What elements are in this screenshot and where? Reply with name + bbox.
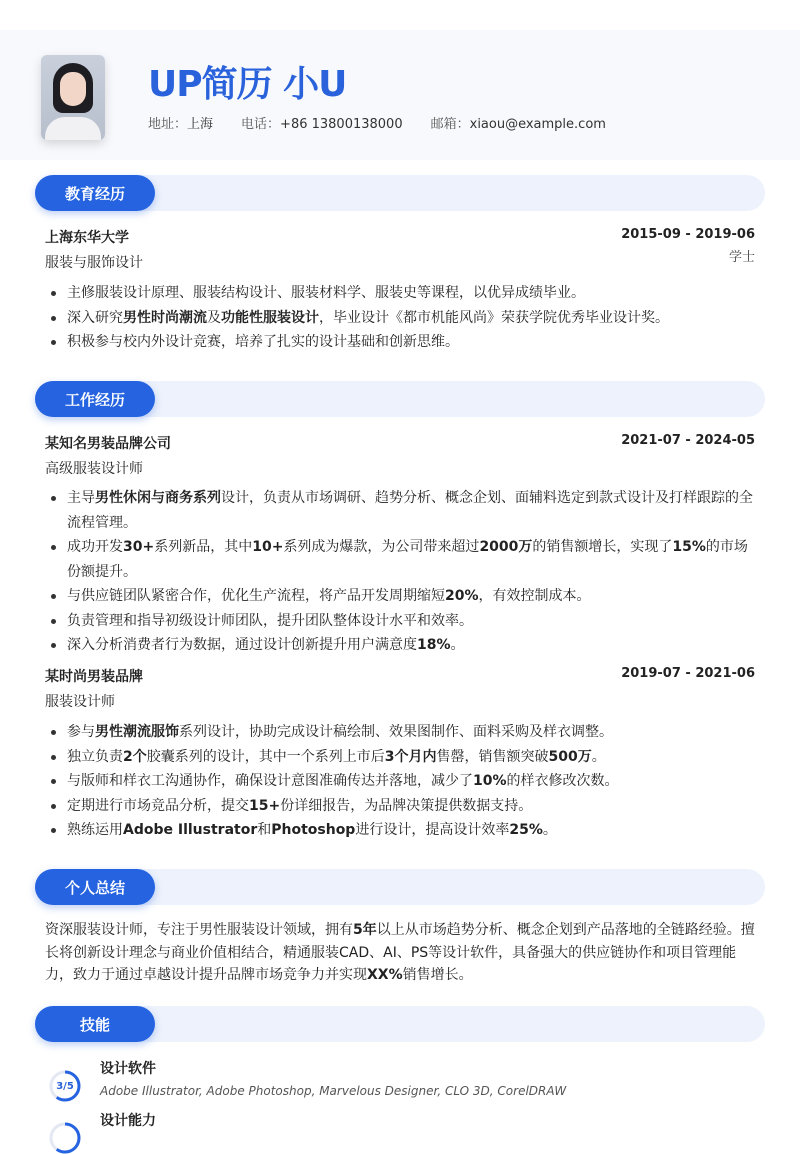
bullet-item: [45, 535, 760, 584]
text-segment: 积极参与校内外设计竞赛，培养了扎实的设计基础和创新思维。: [67, 334, 459, 350]
text-segment: 熟练运用: [67, 822, 123, 838]
text-segment: 深入研究: [67, 309, 123, 326]
text-segment: 。: [542, 822, 557, 838]
bullet-item: [45, 306, 760, 331]
text-segment: 系列成为爆款，为公司带来超过: [283, 539, 480, 555]
highlight-text: 3个月内: [384, 748, 437, 765]
highlight-text: Adobe Illustrator: [123, 822, 258, 838]
bullet-item: [45, 794, 760, 819]
school-name: 上海东华大学: [45, 230, 129, 246]
phone-label: 电话：: [241, 117, 281, 132]
profile-photo: [41, 55, 105, 140]
section-header-summary: [35, 869, 765, 905]
skill-level: [49, 1122, 81, 1154]
highlight-text: 功能性服装设计: [221, 309, 319, 326]
highlight-text: 2个: [123, 748, 147, 765]
highlight-text: 25%: [509, 822, 543, 838]
skill-level-ring: [49, 1122, 81, 1154]
bullet-item: [45, 281, 760, 306]
text-segment: 和: [257, 822, 272, 838]
highlight-text: 15+: [249, 797, 281, 814]
highlight-text: 10%: [473, 773, 507, 789]
text-segment: 资深服装设计师，专注于男性服装设计领域，拥有: [45, 922, 353, 938]
text-segment: 与版师和样衣工沟通协作，确保设计意图准确传达并落地，减少了: [67, 773, 473, 789]
bullet-item: [45, 584, 760, 609]
bullet-item: [45, 330, 760, 355]
date-range: 2019-07 - 2021-06: [621, 666, 755, 681]
text-segment: 的销售额增长，实现了: [532, 539, 673, 555]
text-segment: 。: [450, 637, 465, 653]
skill-name: 设计能力: [100, 1113, 156, 1129]
text-segment: 成功开发: [67, 539, 123, 555]
section-header-education: [35, 175, 765, 211]
text-segment: 及: [207, 309, 221, 326]
text-segment: 系列新品，其中: [154, 539, 253, 555]
bullet-item: [45, 769, 760, 794]
section-title: 教育经历: [35, 175, 155, 211]
summary-text: [45, 919, 760, 987]
job-entry: [45, 666, 755, 686]
section-header-skills: [35, 1006, 765, 1042]
job-bullets: [45, 486, 760, 658]
text-segment: 以上从市场趋势分析、概念企划到产品落地的全链路经验。擅长将创新设计理念与商业价值相结合，精通服装CAD、AI、PS等设计软件，具备强大的供应链协作和项目管理能力，致力于通过卓越设计提升品牌市场竞争力并实现: [45, 922, 755, 983]
text-segment: 负责管理和指导初级设计师团队，提升团队整体设计水平和效率。: [67, 612, 473, 629]
address-label: 地址：: [148, 117, 188, 132]
major: 服装与服饰设计: [45, 255, 143, 271]
company-name: 某时尚男装品牌: [45, 669, 143, 685]
resume-header: [0, 30, 800, 160]
bullet-item: [45, 720, 760, 745]
job-entry: [45, 433, 755, 453]
section-title: 工作经历: [35, 381, 155, 417]
text-segment: 的市场份额提升。: [67, 539, 748, 580]
text-segment: 设计，负责从市场调研、趋势分析、概念企划、面辅料选定到款式设计及打样跟踪的全流程管理。: [67, 490, 753, 531]
highlight-text: XX%: [367, 967, 403, 983]
section-header-work: [35, 381, 765, 417]
highlight-text: 18%: [417, 637, 451, 653]
skill-description: Adobe Illustrator, Adobe Photoshop, Marvelous Designer, CLO 3D, CorelDRAW: [100, 1084, 567, 1098]
highlight-text: 500万: [548, 748, 592, 765]
bullet-item: [45, 486, 760, 535]
highlight-text: 30+: [123, 539, 155, 555]
highlight-text: 5年: [353, 922, 377, 938]
text-segment: 售罄，销售额突破: [436, 748, 549, 765]
highlight-text: 男性潮流服饰: [95, 724, 179, 740]
text-segment: 定期进行市场竞品分析，提交: [67, 797, 249, 814]
bullet-item: [45, 818, 760, 843]
phone-value: +86 13800138000: [280, 117, 403, 132]
highlight-text: 2000万: [479, 539, 533, 555]
text-segment: ，毕业设计《都市机能风尚》荣获学院优秀毕业设计奖。: [319, 309, 669, 326]
candidate-name: UP简历 小U: [148, 64, 347, 105]
section-title: 技能: [35, 1006, 155, 1042]
highlight-text: 男性休闲与商务系列: [95, 490, 221, 506]
section-title: 个人总结: [35, 869, 155, 905]
degree: 学士: [728, 250, 755, 265]
text-segment: 的样衣修改次数。: [506, 773, 619, 789]
text-segment: 主修服装设计原理、服装结构设计、服装材料学、服装史等课程，以优异成绩毕业。: [67, 285, 585, 301]
bullet-item: [45, 633, 760, 658]
education-bullets: [45, 281, 760, 355]
text-segment: 独立负责: [67, 748, 123, 765]
text-segment: ，有效控制成本。: [478, 588, 591, 604]
company-name: 某知名男装品牌公司: [45, 436, 171, 452]
date-range: 2021-07 - 2024-05: [621, 433, 755, 448]
text-segment: 与供应链团队紧密合作，优化生产流程，将产品开发周期缩短: [67, 588, 445, 604]
job-role: 高级服装设计师: [45, 461, 143, 477]
skill-name: 设计软件: [100, 1061, 156, 1077]
text-segment: 。: [591, 748, 606, 765]
date-range: 2015-09 - 2019-06: [621, 227, 755, 242]
text-segment: 深入分析消费者行为数据，通过设计创新提升用户满意度: [67, 637, 417, 653]
email-label: 邮箱：: [430, 117, 470, 132]
highlight-text: Photoshop: [271, 822, 356, 838]
highlight-text: 15%: [672, 539, 706, 555]
text-segment: 销售增长。: [402, 967, 473, 983]
job-bullets: [45, 720, 760, 843]
skill-level-ring: [49, 1070, 81, 1102]
address-value: 上海: [187, 117, 214, 132]
text-segment: 份详细报告，为品牌决策提供数据支持。: [280, 797, 533, 814]
highlight-text: 男性时尚潮流: [123, 309, 207, 326]
text-segment: 参与: [67, 724, 95, 740]
text-segment: 进行设计，提高设计效率: [355, 822, 510, 838]
bullet-item: [45, 745, 760, 770]
job-role: 服装设计师: [45, 694, 115, 710]
text-segment: 主导: [67, 490, 95, 506]
bullet-item: [45, 609, 760, 634]
education-entry: [45, 227, 755, 247]
email-value: xiaou@example.com: [469, 117, 606, 132]
text-segment: 胶囊系列的设计，其中一个系列上市后: [146, 748, 385, 765]
contact-info: [148, 113, 606, 132]
skill-level: 3/5: [56, 1080, 74, 1092]
text-segment: 系列设计，协助完成设计稿绘制、效果图制作、面料采购及样衣调整。: [179, 724, 613, 740]
highlight-text: 10+: [252, 539, 284, 555]
highlight-text: 20%: [445, 588, 479, 604]
